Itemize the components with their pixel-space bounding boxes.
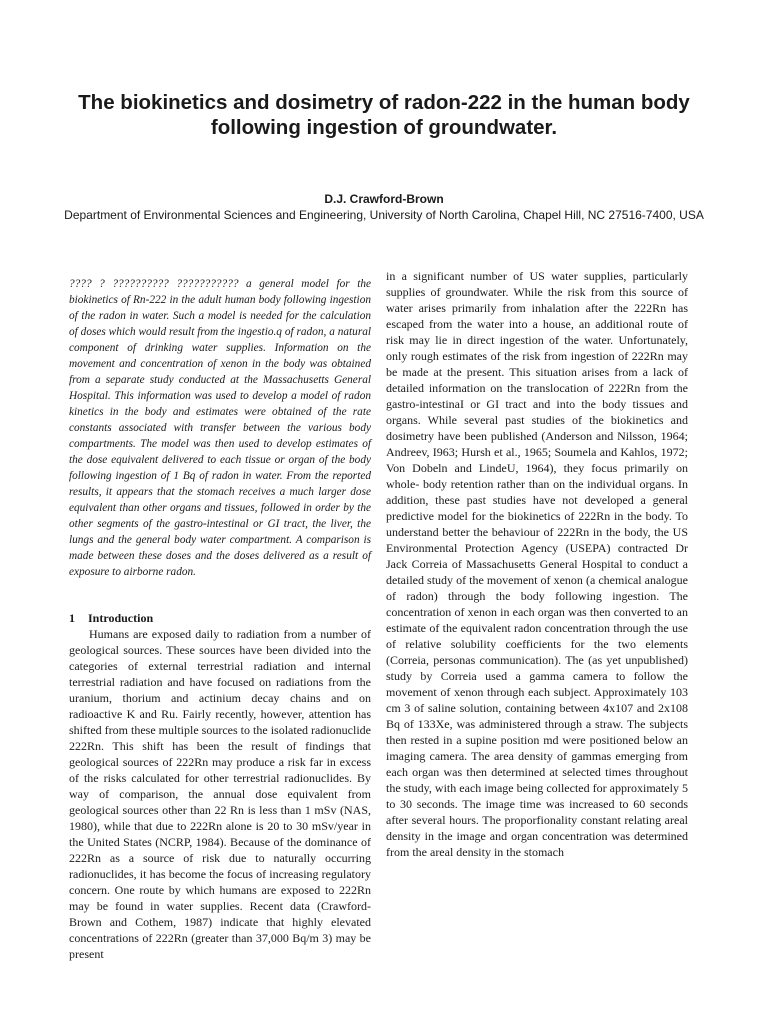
right-column [386, 268, 688, 860]
intro-paragraph-right: in a significant number of US water supplies, particularly supplies of groundwater. While the risk from this source of water arises primarily from inhalation after the 222Rn has escaped from the water into a house, an additional route of risk may lie in direct ingestion of the water. Unfortunately, only rough estimates of the risk from ingestion of 222Rn may be made at the present. This situation arises from a lack of detailed information on the translocation of 222Rn from the gastro-intestinaI or GI tract and into the body tissues and organs. While several past studies of the biokinetics and dosimetry have been published (Anderson and Nilsson, 1964; Andreev, I963; Hursh et al., 1965; Soumela and Kahlos, 1972; Von Dobeln and LindeU, 1964), they focus primarily on whole- body retention rather than on the individual organs. In addition, these past studies have not developed a general predictive model for the biokinetics of 222Rn in the body. To understand better the behaviour of 222Rn in the body, the US Environmental Protection Agency (USEPA) contracted Dr Jack Correia of Massachusetts General Hospital to conduct a detailed study of the movement of xenon (a chemical analogue of radon) through the body following ingestion. The concentration of xenon in each organ was then converted to an estimate of the equivalent radon concentration through the use of relative solubility coefficients for the two elements (Correia, personas communication). The (as yet unpublished) study by Correia used a gamma camera to follow the movement of xenon through each subject. Approximately 103 cm 3 of saline solution, containing between 4x107 and 2x108 Bq of 133Xe, was administered through a straw. The subjects then rested in a supine position md were positioned below an imaging camera. The area density of gammas emerging from each organ was then determined at selected times throughout the study, with each image being collected for approximately 5 to 30 seconds. The image time was increased to 60 seconds after several hours. The proporfionality constant relating areal density in the image and organ concentration was determined from the areal density in the stomach [386, 269, 688, 859]
section-title: Introduction [88, 611, 154, 625]
author-affiliation: Department of Environmental Sciences and Engineering, University of North Carolina, Chapel Hill, NC 27516-7400, USA [64, 208, 704, 222]
section-heading [69, 610, 371, 626]
abstract: ???? ? ?????????? ??????????? a general model for the biokinetics of Rn-222 in the adult human body following ingestion of the radon in water. Such a model is needed for the calculation of doses which would result from the ingestio.q of radon, a natural component of drinking water supplies. Information on the movement and concentration of xenon in the body was obtained from a separate study conducted at the Massachusetts General Hospital. This information was used to develop a model of radon kinetics in the body and estimates were obtained of the rate constants associated with transfer between the various body compartments. The model was then used to develop estimates of the dose equivalent delivered to each tissue or organ of the body following ingestion of 1 Bq of radon in water. From the reported results, it appears that the stomach receives a much larger dose equivalent than other organs and tissues, followed in order by the other segments of the gastro-intestinal or GI tract, the liver, the lungs and the general body water compartment. A comparison is made between these doses and the doses delivered as a result of exposure to airborne radon. [69, 278, 371, 578]
intro-paragraph-left: Humans are exposed daily to radiation from a number of geological sources. These sources have been divided into the categories of external terrestrial radiation and internal terrestrial radiation and have focused on radiations from the uranium, thorium and actinium decay chains and on radioactive K and Ru. Fairly recently, however, attention has shifted from these multiple sources to the isolated radionuclide 222Rn. This shift has been the result of findings that geological sources of 222Rn may produce a risk far in excess of the risks calculated for other terrestrial radionuclides. By way of comparison, the annual dose equivalent from geological sources other than 22 Rn is less than 1 mSv (NAS, 1980), while that due to 222Rn alone is 20 to 30 mSv/year in the United States (NCRP, 1984). Because of the dominance of 222Rn as a source of risk due to naturally occurring radionuclides, it has become the focus of increasing regulatory concern. One route by which humans are exposed to 222Rn may be found in water supplies. Recent data (Crawford-Brown and Cothem, 1987) indicate that highly elevated concentrations of 222Rn (greater than 37,000 Bq/m 3) may be present [69, 627, 371, 961]
paper-title: The biokinetics and dosimetry of radon-222 in the human body following ingestion of groundwater. [78, 91, 690, 139]
author-name: D.J. Crawford-Brown [324, 192, 444, 206]
left-column [69, 276, 371, 962]
section-number: 1 [69, 611, 75, 625]
